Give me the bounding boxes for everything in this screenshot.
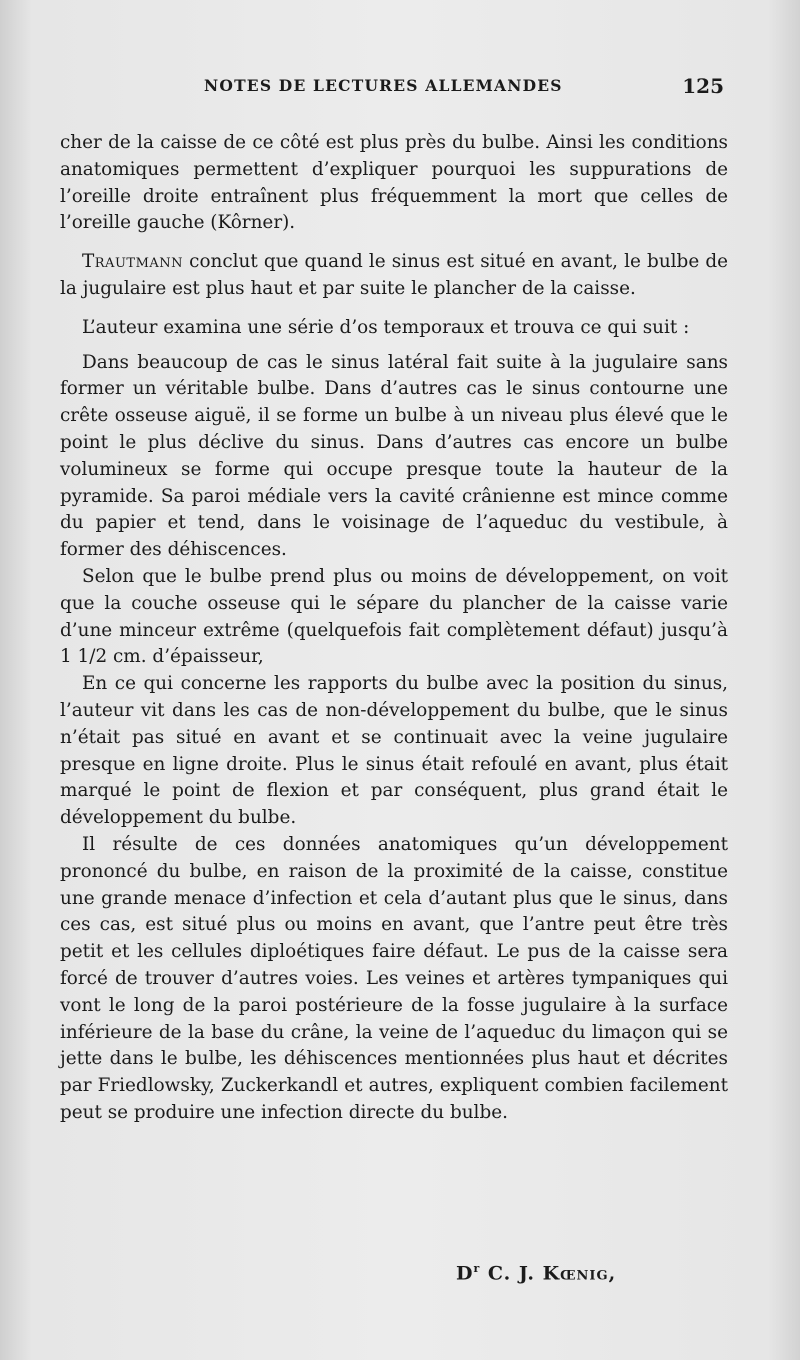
paragraph-continuation: cher de la caisse de ce côté est plus près du bulbe. Ainsi les conditions anatomiques permettent d’expliquer pourquoi les suppurations de l’oreille droite entraînent plus fréquemment la mort que celles de l’oreille gauche (Kôrner).: [60, 132, 728, 234]
paragraph-examination: L’auteur examina une série d’os temporaux et trouva ce qui suit :: [82, 316, 690, 338]
page-header: [60, 76, 728, 100]
paragraph-findings: Dans beaucoup de cas le sinus latéral fait suite à la jugulaire sans former un véritable bulbe. Dans d’autres cas le sinus contourne une crête osseuse aiguë, il se forme un bulbe à un niveau plus élevé que le point le plus déclive du sinus. Dans d’autres cas encore un bulbe volumineux se forme qui occupe presque toute la hauteur de la pyramide. Sa paroi médiale vers la cavité crânienne est mince comme du papier et tend, dans le voisinage de l’aqueduc du vestibule, à former des déhiscences.: [60, 351, 728, 561]
paragraph-sinus-position: En ce qui concerne les rapports du bulbe avec la position du sinus, l’auteur vit dans les cas de non-développement du bulbe, que le sinus n’était pas situé en avant et se continuait avec la veine jugulaire presque en ligne droite. Plus le sinus était refoulé en avant, plus était marqué le point de flexion et par conséquent, plus grand était le développement du bulbe.: [60, 673, 728, 829]
author-name: Trautmann: [82, 251, 184, 273]
author-signature: $D^r$ C. J. Kœnig,: [456, 1262, 617, 1285]
page-number: 125: [682, 74, 724, 98]
paragraph-bone-layer: Selon que le bulbe prend plus ou moins de développement, on voit que la couche osseuse qui le sépare du plancher de la caisse varie d’une minceur extrême (quelquefois fait complètement défaut) jusqu’à 1 1/2 cm. d’épaisseur,: [60, 565, 728, 668]
body-text: [60, 130, 728, 1127]
paragraph-trautmann: Trautmann conclut que quand le sinus est situé en avant, le bulbe de la jugulaire est plus haut et par suite le plancher de la caisse.: [60, 251, 728, 299]
running-title: NOTES DE LECTURES ALLEMANDES: [204, 76, 563, 95]
paragraph-conclusion: Il résulte de ces données anatomiques qu’un développement prononcé du bulbe, en raison de la proximité de la caisse, constitue une grande menace d’infection et cela d’autant plus que le sinus, dans ces cas, est situé plus ou moins en avant, que l’antre peut être très petit et les cellules diploétiques faire défaut. Le pus de la caisse sera forcé de trouver d’autres voies. Les veines et artères tympaniques qui vont le long de la paroi postérieure de la fosse jugulaire à la surface inférieure de la base du crâne, la veine de l’aqueduc du limaçon qui se jette dans le bulbe, les déhiscences mentionnées plus haut et décrites par Friedlowsky, Zuckerkandl et autres, expliquent combien facilement peut se produire une infection directe du bulbe.: [60, 833, 728, 1123]
